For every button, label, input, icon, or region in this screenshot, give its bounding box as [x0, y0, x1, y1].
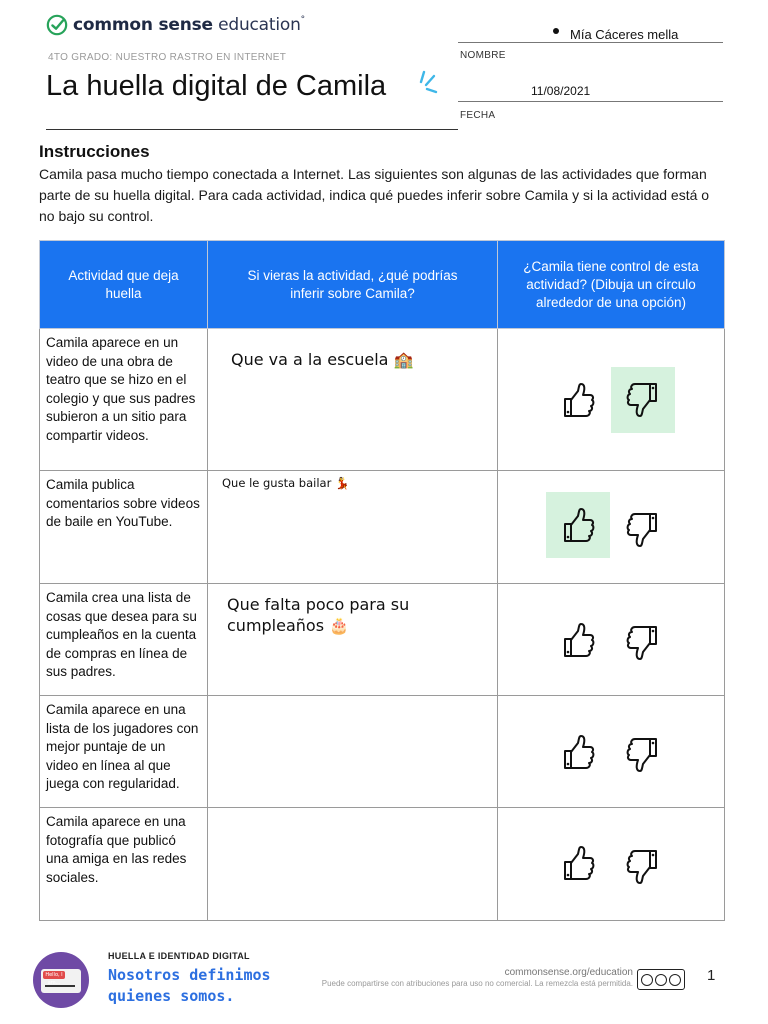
thumbs-up-option[interactable] — [546, 492, 610, 558]
inference-text: Que va a la escuela 🏫 — [231, 350, 414, 369]
inference-field[interactable] — [208, 584, 498, 696]
logo-trademark: ° — [300, 15, 305, 25]
thumbs-down-icon — [626, 736, 660, 774]
thumbs-up-icon — [561, 506, 595, 544]
logo-text-light: education — [218, 15, 301, 35]
thumbs-down-icon — [626, 624, 660, 662]
thumbs-down-icon — [626, 848, 660, 886]
title-underline — [46, 129, 458, 130]
thumbs-down-icon — [626, 511, 660, 549]
table-header-row — [40, 241, 725, 329]
inference-field[interactable] — [208, 696, 498, 808]
table-row — [40, 696, 725, 808]
activity-cell: Camila crea una lista de cosas que desea para su cumpleaños en la cuenta de compras en línea de sus padres. — [40, 584, 208, 696]
logo-text-bold: common sense — [73, 15, 213, 35]
page-footer — [0, 940, 768, 1024]
control-cell — [498, 329, 725, 471]
footer-slogan — [108, 965, 271, 1007]
student-name-field[interactable]: Mía Cáceres mella — [570, 27, 679, 42]
thumbs-up-icon — [561, 844, 595, 882]
slogan-line-1: Nosotros definimos — [108, 966, 271, 984]
control-cell — [498, 471, 725, 584]
thumbs-down-option[interactable] — [611, 497, 675, 563]
inference-field[interactable] — [208, 808, 498, 921]
activity-table — [39, 240, 725, 921]
control-cell — [498, 696, 725, 808]
page-header — [0, 0, 768, 140]
activity-cell: Camila publica comentarios sobre videos de baile en YouTube. — [40, 471, 208, 584]
thumbs-up-option[interactable] — [546, 830, 610, 896]
thumbs-down-icon — [626, 381, 660, 419]
slogan-line-2: quienes somos. — [108, 987, 235, 1005]
common-sense-logo — [46, 14, 305, 36]
thumbs-up-icon — [561, 621, 595, 659]
thumbs-down-option[interactable] — [611, 834, 675, 900]
thumbs-down-option[interactable] — [611, 722, 675, 788]
inference-text: Que le gusta bailar 💃 — [222, 476, 350, 490]
inference-text: Que falta poco para su cumpleaños 🎂 — [227, 595, 410, 635]
date-line — [458, 101, 723, 102]
instructions-text: Camila pasa mucho tiempo conectada a Internet. Las siguientes son algunas de las actividades que forman parte de su huella digital. Para cada actividad, indica qué puedes inferir sobre Camila y si la actividad está o no bajo su control. — [39, 166, 710, 224]
check-circle-icon — [46, 14, 68, 36]
instructions-title: Instrucciones — [39, 142, 150, 161]
thumbs-down-option[interactable] — [611, 610, 675, 676]
table-row — [40, 329, 725, 471]
sparkle-icon — [412, 70, 438, 102]
thumbs-down-option[interactable] — [611, 367, 675, 433]
control-cell — [498, 584, 725, 696]
footer-topic: HUELLA E IDENTIDAD DIGITAL — [108, 951, 250, 961]
table-row — [40, 584, 725, 696]
control-cell — [498, 808, 725, 921]
footer-license: Puede compartirse con atribuciones para uso no comercial. La remezcla está permitida. — [321, 979, 633, 988]
thumbs-up-icon — [561, 733, 595, 771]
name-line — [458, 42, 723, 43]
date-field[interactable]: 11/08/2021 — [531, 84, 591, 98]
activity-cell: Camila aparece en una lista de los jugadores con mejor puntaje de un video en línea al que juega con regularidad. — [40, 696, 208, 808]
header-control: ¿Camila tiene control de esta actividad? (Dibuja un círculo alrededor de una opción) — [498, 241, 725, 329]
name-bullet — [553, 28, 559, 34]
header-activity: Actividad que deja huella — [40, 241, 208, 329]
thumbs-up-option[interactable] — [546, 607, 610, 673]
activity-cell: Camila aparece en un video de una obra de teatro que se hizo en el colegio y que sus padres subieron a un sitio para compartir videos. — [40, 329, 208, 471]
inference-field[interactable] — [208, 471, 498, 584]
inference-field[interactable] — [208, 329, 498, 471]
table-row — [40, 808, 725, 921]
name-label: NOMBRE — [460, 50, 506, 61]
activity-cell: Camila aparece en una fotografía que publicó una amiga en las redes sociales. — [40, 808, 208, 921]
name-tag-badge-icon — [33, 952, 89, 1008]
page-title: La huella digital de Camila — [46, 70, 387, 102]
table-row — [40, 471, 725, 584]
thumbs-up-option[interactable] — [546, 719, 610, 785]
badge-label: Hello, I am... — [43, 971, 65, 979]
footer-url: commonsense.org/education — [504, 967, 633, 978]
thumbs-up-icon — [561, 381, 595, 419]
page-number: 1 — [707, 967, 716, 984]
header-inference: Si vieras la actividad, ¿qué podrías inferir sobre Camila? — [208, 241, 498, 329]
grade-line: 4TO GRADO: NUESTRO RASTRO EN INTERNET — [48, 52, 287, 63]
thumbs-up-option[interactable] — [546, 367, 610, 433]
date-label: FECHA — [460, 110, 496, 121]
creative-commons-icon — [637, 969, 685, 990]
